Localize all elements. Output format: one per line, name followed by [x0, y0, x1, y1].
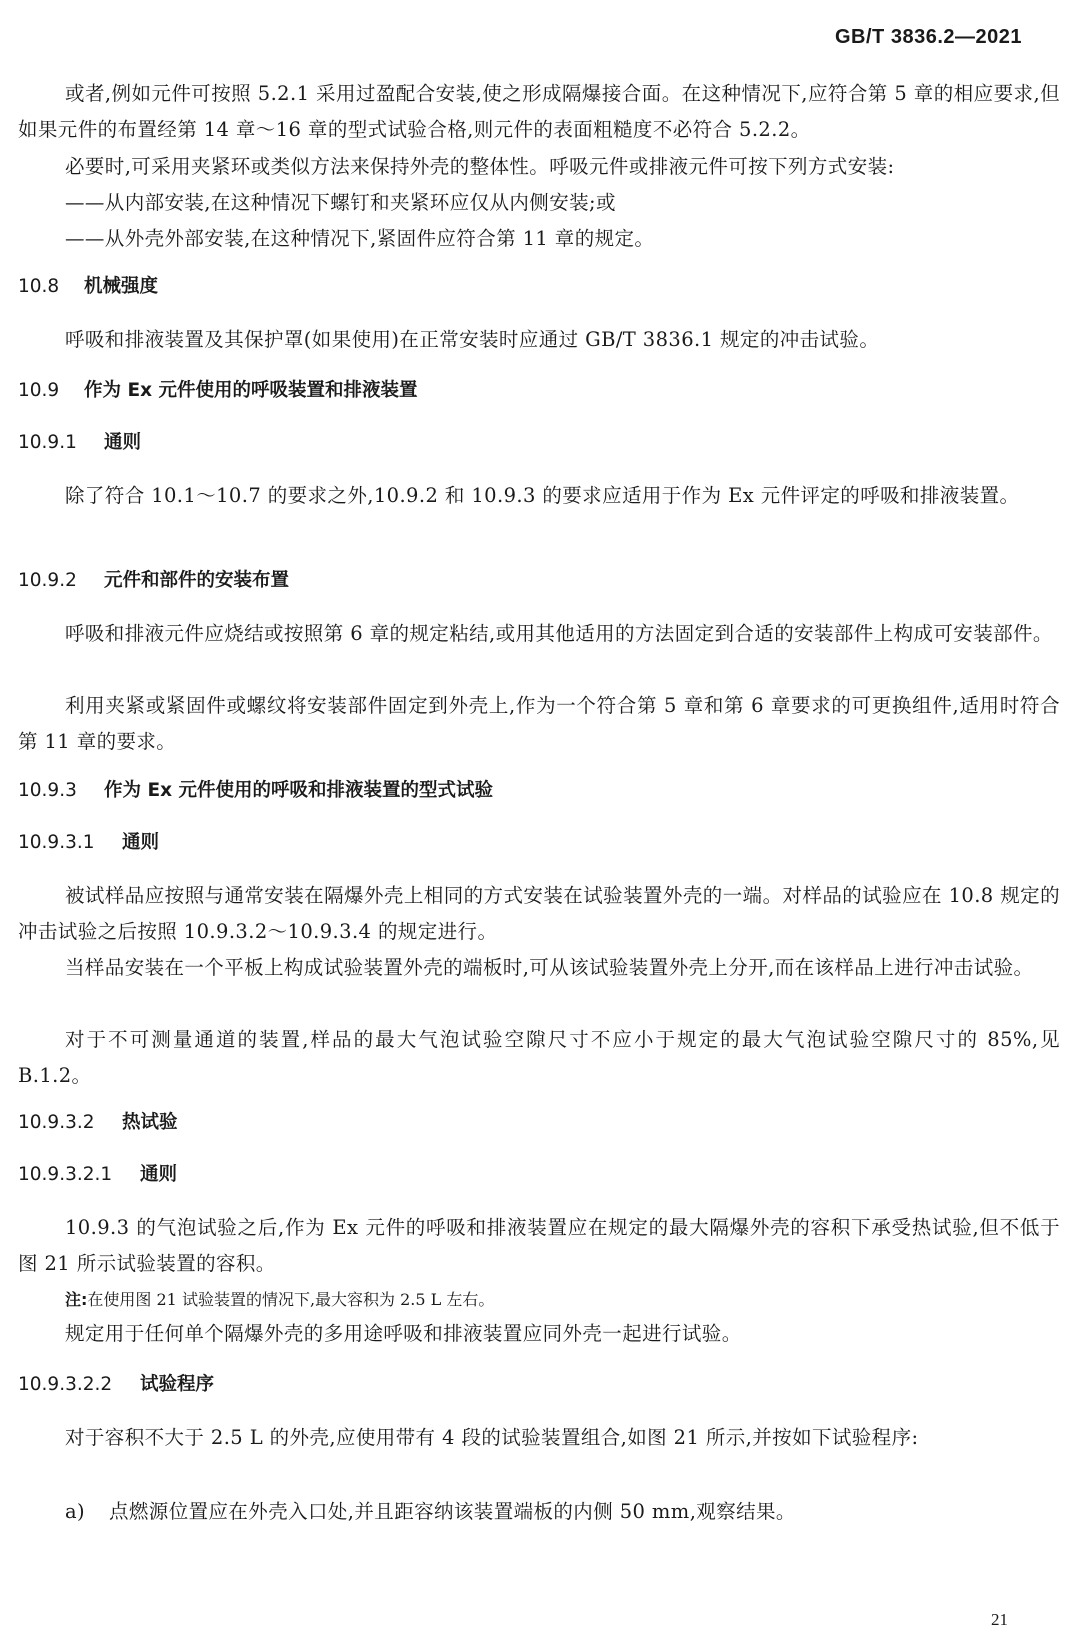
paragraph: 除了符合 10.1～10.7 的要求之外,10.9.2 和 10.9.3 的要求应适用于作为 Ex 元件评定的呼吸和排液装置。 — [65, 484, 1020, 507]
heading-title: 作为 Ex 元件使用的呼吸和排液装置的型式试验 — [104, 780, 493, 801]
list-text: 点燃源位置应在外壳入口处,并且距容纳该装置端板的内侧 50 mm,观察结果。 — [109, 1500, 796, 1523]
list-marker: a) — [65, 1500, 86, 1523]
paragraph: 对于容积不大于 2.5 L 的外壳,应使用带有 4 段的试验装置组合,如图 21 所示,并按如下试验程序: — [65, 1426, 919, 1449]
heading-number: 10.9.3.1 — [18, 832, 95, 853]
heading-number: 10.9 — [18, 380, 60, 401]
section-heading — [18, 272, 158, 302]
heading-number: 10.9.3.2 — [18, 1112, 95, 1133]
paragraph: 对于不可测量通道的装置,样品的最大气泡试验空隙尺寸不应小于规定的最大气泡试验空隙尺寸的 85%,见 B.1.2。 — [18, 1028, 1060, 1087]
page-number: 21 — [991, 1610, 1008, 1629]
heading-number: 10.9.3.2.1 — [18, 1164, 113, 1185]
section-heading — [18, 1370, 214, 1400]
heading-title: 作为 Ex 元件使用的呼吸装置和排液装置 — [84, 380, 418, 401]
heading-title: 机械强度 — [84, 276, 159, 297]
list-item — [65, 1494, 1055, 1530]
heading-title: 元件和部件的安装布置 — [104, 570, 290, 591]
paragraph: 必要时,可采用夹紧环或类似方法来保持外壳的整体性。呼吸元件或排液元件可按下列方式安装: — [65, 155, 895, 178]
heading-number: 10.8 — [18, 276, 60, 297]
heading-title: 通则 — [140, 1164, 178, 1185]
section-heading — [18, 566, 289, 596]
paragraph: 呼吸和排液装置及其保护罩(如果使用)在正常安装时应通过 GB/T 3836.1 规定的冲击试验。 — [65, 328, 880, 351]
paragraph: 利用夹紧或紧固件或螺纹将安装部件固定到外壳上,作为一个符合第 5 章和第 6 章要求的可更换组件,适用时符合第 11 章的要求。 — [18, 694, 1060, 753]
section-heading — [18, 1160, 177, 1190]
heading-title: 通则 — [122, 832, 160, 853]
note-label: 注: — [65, 1290, 88, 1309]
standard-id: GB/T 3836.2—2021 — [835, 26, 1022, 48]
note-text: 在使用图 21 试验装置的情况下,最大容积为 2.5 L 左右。 — [87, 1290, 495, 1309]
heading-number: 10.9.3.2.2 — [18, 1374, 113, 1395]
paragraph: 呼吸和排液元件应烧结或按照第 6 章的规定粘结,或用其他适用的方法固定到合适的安装部件上构成可安装部件。 — [65, 622, 1053, 645]
paragraph: 被试样品应按照与通常安装在隔爆外壳上相同的方式安装在试验装置外壳的一端。对样品的试验应在 10.8 规定的冲击试验之后按照 10.9.3.2～10.9.3.4 的规定进行。 — [18, 884, 1060, 943]
dash-item: ——从外壳外部安装,在这种情况下,紧固件应符合第 11 章的规定。 — [65, 227, 655, 250]
section-heading — [18, 376, 417, 406]
heading-title: 通则 — [104, 432, 142, 453]
heading-number: 10.9.2 — [18, 570, 77, 591]
heading-number: 10.9.3 — [18, 780, 77, 801]
paragraph: 10.9.3 的气泡试验之后,作为 Ex 元件的呼吸和排液装置应在规定的最大隔爆外壳的容积下承受热试验,但不低于图 21 所示试验装置的容积。 — [18, 1216, 1060, 1275]
section-heading — [18, 776, 493, 806]
note — [65, 1286, 1055, 1314]
heading-title: 热试验 — [122, 1112, 178, 1133]
section-heading — [18, 828, 159, 858]
heading-number: 10.9.1 — [18, 432, 77, 453]
section-heading — [18, 1108, 178, 1138]
paragraph: 规定用于任何单个隔爆外壳的多用途呼吸和排液装置应同外壳一起进行试验。 — [65, 1322, 742, 1345]
section-heading — [18, 428, 141, 458]
paragraph: 或者,例如元件可按照 5.2.1 采用过盈配合安装,使之形成隔爆接合面。在这种情况下,应符合第 5 章的相应要求,但如果元件的布置经第 14 章～16 章的型式试验合格,则元件的表面粗糙度不必符合 5.2.2。 — [18, 82, 1060, 141]
dash-item: ——从内部安装,在这种情况下螺钉和夹紧环应仅从内侧安装;或 — [65, 191, 616, 214]
heading-title: 试验程序 — [140, 1374, 215, 1395]
paragraph: 当样品安装在一个平板上构成试验装置外壳的端板时,可从该试验装置外壳上分开,而在该样品上进行冲击试验。 — [65, 956, 1034, 979]
